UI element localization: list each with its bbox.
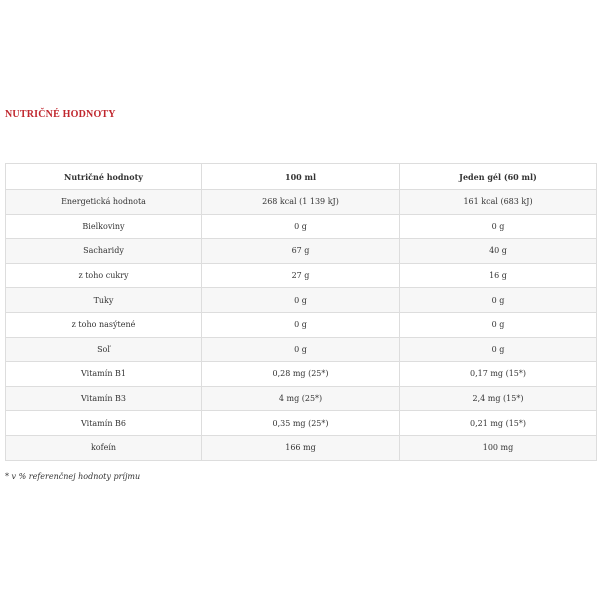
footnote: * v % referenčnej hodnoty príjmu (5, 472, 141, 481)
value-per-100ml: 67 g (202, 239, 400, 264)
value-per-gel: 0 g (400, 312, 597, 337)
header-per-100ml: 100 ml (202, 164, 400, 190)
value-per-100ml: 4 mg (25*) (202, 386, 400, 411)
nutrient-name: z toho nasýtené (6, 312, 202, 337)
value-per-gel: 0,17 mg (15*) (400, 362, 597, 387)
value-per-100ml: 166 mg (202, 435, 400, 460)
value-per-gel: 0 g (400, 214, 597, 239)
value-per-gel: 0 g (400, 337, 597, 362)
nutrient-name: Vitamín B3 (6, 386, 202, 411)
section-title: NUTRIČNÉ HODNOTY (5, 109, 116, 120)
table-row (6, 214, 597, 239)
nutrient-name: z toho cukry (6, 263, 202, 288)
nutrition-table (5, 163, 597, 461)
header-per-gel: Jeden gél (60 ml) (400, 164, 597, 190)
nutrient-name: kofeín (6, 435, 202, 460)
nutrient-name: Energetická hodnota (6, 190, 202, 215)
value-per-gel: 2,4 mg (15*) (400, 386, 597, 411)
nutrient-name: Vitamín B1 (6, 362, 202, 387)
value-per-gel: 16 g (400, 263, 597, 288)
nutrient-name: Bielkoviny (6, 214, 202, 239)
value-per-gel: 100 mg (400, 435, 597, 460)
nutrient-name: Tuky (6, 288, 202, 313)
table-row (6, 312, 597, 337)
value-per-gel: 40 g (400, 239, 597, 264)
value-per-100ml: 0 g (202, 214, 400, 239)
value-per-100ml: 0,28 mg (25*) (202, 362, 400, 387)
value-per-100ml: 0 g (202, 312, 400, 337)
value-per-gel: 161 kcal (683 kJ) (400, 190, 597, 215)
nutrient-name: Soľ (6, 337, 202, 362)
table-row (6, 386, 597, 411)
value-per-gel: 0,21 mg (15*) (400, 411, 597, 436)
table-row (6, 263, 597, 288)
table-row (6, 288, 597, 313)
value-per-100ml: 0,35 mg (25*) (202, 411, 400, 436)
table-row (6, 362, 597, 387)
table-row (6, 190, 597, 215)
value-per-100ml: 268 kcal (1 139 kJ) (202, 190, 400, 215)
table-row (6, 435, 597, 460)
nutrient-name: Sacharidy (6, 239, 202, 264)
nutrient-name: Vitamín B6 (6, 411, 202, 436)
header-nutrient: Nutričné hodnoty (6, 164, 202, 190)
value-per-100ml: 27 g (202, 263, 400, 288)
value-per-gel: 0 g (400, 288, 597, 313)
table-header-row (6, 164, 597, 190)
table-row (6, 411, 597, 436)
table-row (6, 239, 597, 264)
value-per-100ml: 0 g (202, 337, 400, 362)
table-row (6, 337, 597, 362)
value-per-100ml: 0 g (202, 288, 400, 313)
